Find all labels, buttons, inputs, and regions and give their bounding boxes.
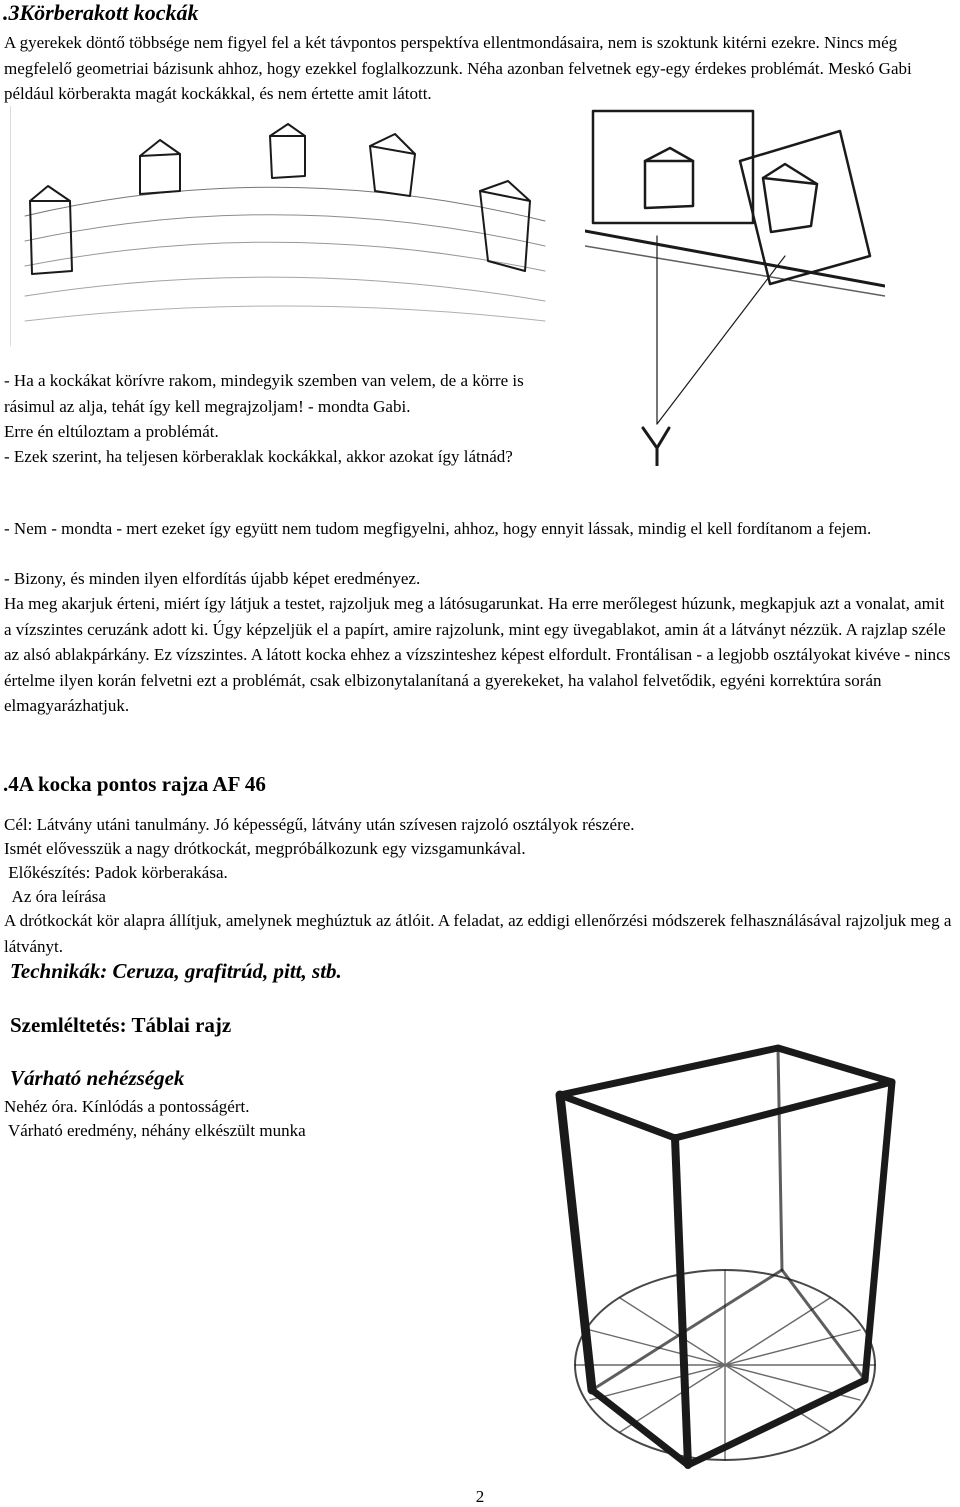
rotated-cube-sketch xyxy=(585,106,885,466)
body-paragraph-2: - Bizony, és minden ilyen elfordítás újabb képet eredményez. xyxy=(4,569,421,588)
section-3-intro: A gyerekek döntő többsége nem figyel fel a két távpontos perspektíva ellentmondásaira, nem is szoktunk kitérni ezekre. Nincs még megfelelő geometriai bázisunk ahhoz, hogy ezekkel foglalkozzunk. Néha azonban felvetnek egy-egy érdekes problémát. Meskó Gabi például körberakta magát kockákkal, és nem értette amit látott. xyxy=(4,33,912,103)
difficulties-text: Nehéz óra. Kínlódás a pontosságért. xyxy=(4,1097,250,1116)
wire-cube-text: Ismét elővesszük a nagy drótkockát, megpróbálkozunk egy vizsgamunkával. xyxy=(4,839,526,858)
cubes-on-arc-sketch xyxy=(10,106,550,346)
page-number: 2 xyxy=(475,1487,485,1506)
techniques-heading: Technikák: Ceruza, grafitrúd, pitt, stb. xyxy=(10,959,342,983)
demonstration-heading: Szemléltetés: Táblai rajz xyxy=(10,1013,232,1037)
body-paragraph-3: Ha meg akarjuk érteni, miért így látjuk a testet, rajzoljuk meg a látósugarunkat. Ha erre merőlegest húzunk, megkapjuk azt a vonalat, amit a vízszintes ceruzánk adott ki. Úgy képzeljük el a papírt, amire rajzolunk, mint egy üvegablakot, amin át a látványt nézzük. A rajzlap széle az alsó ablakpárkány. Ez vízszintes. A látott kocka ehhez a vízszinteshez képest elfordult. Frontálisan - a legjobb osztályokat kivéve - nincs értelme ilyen korán felvetni ezt a problémát, csak elbizonytalanítaná a gyerekeket, ha valahol felvetődik, egyéni korrektúra során elmagyarázhatjuk. xyxy=(4,594,951,715)
difficulties-heading: Várható nehézségek xyxy=(10,1066,185,1090)
dialog-line-2: Erre én eltúloztam a problémát. xyxy=(4,422,219,441)
section-3-title: .3Körberakott kockák xyxy=(3,0,199,25)
preparation-text: Előkészítés: Padok körberakása. xyxy=(4,863,228,882)
body-paragraph-1: - Nem - mondta - mert ezeket így együtt nem tudom megfigyelni, ahhoz, hogy ennyit lássak, mindig el kell fordítanom a fejem. xyxy=(4,519,872,538)
results-text: Várható eredmény, néhány elkészült munka xyxy=(4,1121,306,1140)
lesson-text: A drótkockát kör alapra állítjuk, amelynek meghúztuk az átlóit. A feladat, az eddigi ellenőrzési módszerek felhasználásával rajzoljuk meg a látványt. xyxy=(4,911,952,956)
dialog-line-3: - Ezek szerint, ha teljesen körberaklak kockákkal, akkor azokat így látnád? xyxy=(4,447,513,466)
lesson-heading: Az óra leírása xyxy=(4,887,106,906)
section-4-title: .4A kocka pontos rajza AF 46 xyxy=(3,772,266,796)
goal-text: Cél: Látvány utáni tanulmány. Jó képességű, látvány után szívesen rajzoló osztályok részére. xyxy=(4,815,635,834)
dialog-line-1: - Ha a kockákat körívre rakom, mindegyik szemben van velem, de a körre is rásimul az alja, tehát így kell megrajzoljam! - mondta Gabi. xyxy=(4,371,524,416)
wire-cube-drawing xyxy=(520,1020,900,1490)
